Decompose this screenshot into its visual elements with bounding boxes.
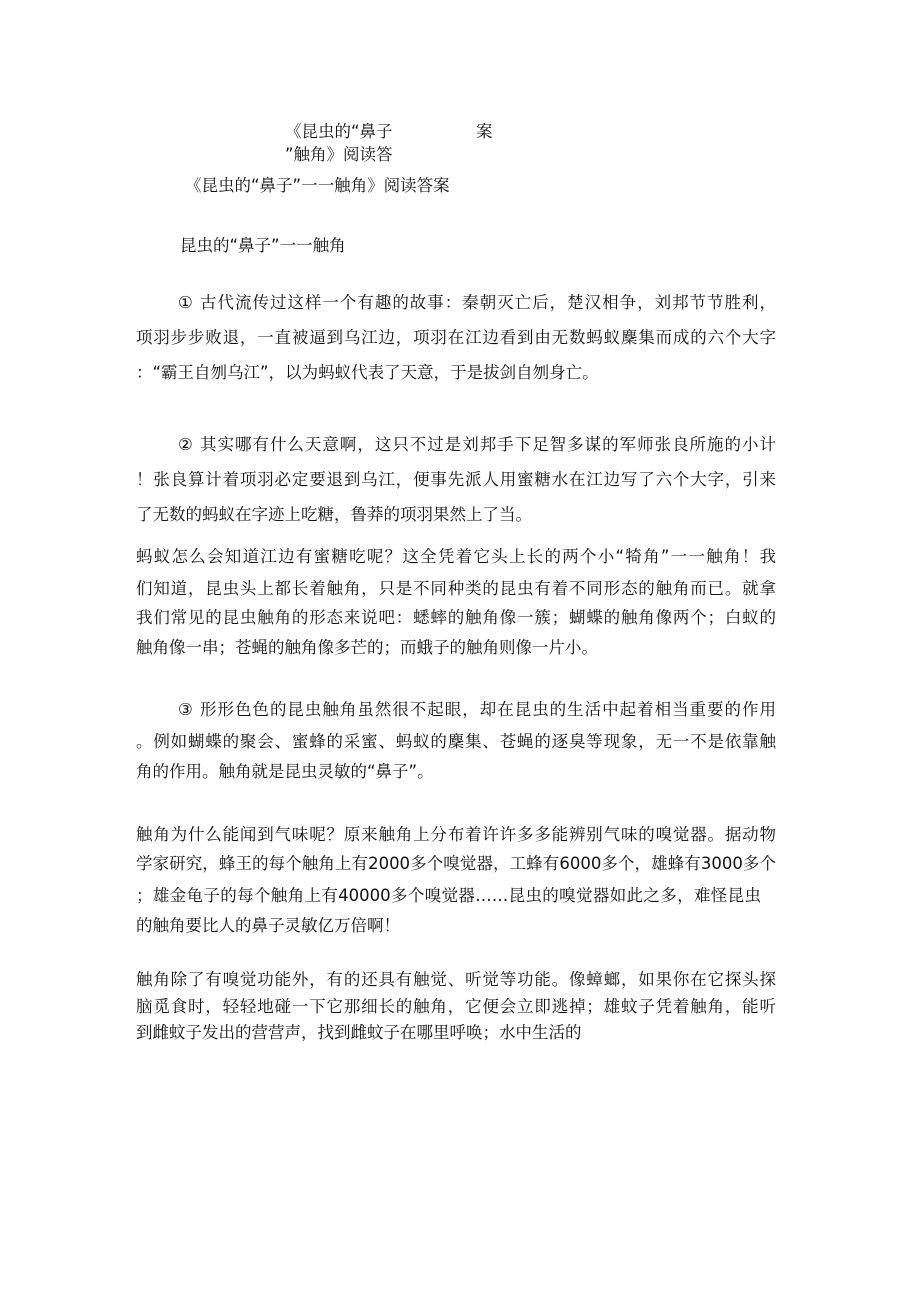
title-fragment: 案: [476, 122, 493, 141]
paragraph-line: ；雄金龟子的每个触角上有40000多个嗅觉器……昆虫的嗅觉器如此之多，难怪昆虫: [136, 886, 761, 905]
paragraph-line: 角的作用。触角就是昆虫灵敏的“鼻子”。: [136, 762, 434, 781]
paragraph-line: ！张良算计着项羽必定要退到乌江，便事先派人用蜜糖水在江边写了六个大字，引来: [136, 470, 776, 489]
paragraph-line: 项羽步步败退，一直被逼到乌江边，项羽在江边看到由无数蚂蚁麇集而成的六个大字: [136, 328, 776, 347]
paragraph-line: 们知道，昆虫头上都长着触角，只是不同种类的昆虫有着不同形态的触角而已。就拿: [136, 579, 776, 598]
paragraph-line: 的触角要比人的鼻子灵敏亿万倍啊！: [136, 916, 400, 935]
paragraph-line: ③ 形形色色的昆虫触角虽然很不起眼，却在昆虫的生活中起着相当重要的作用: [178, 700, 776, 719]
paragraph-line: ① 古代流传过这样一个有趣的故事：秦朝灭亡后，楚汉相争，刘邦节节胜利，: [178, 293, 776, 312]
document-title: 《昆虫的“鼻子”一一触角》阅读答案: [185, 176, 450, 195]
title-fragment: 《昆虫的“鼻子: [285, 122, 393, 141]
article-heading: 昆虫的“鼻子”一一触角: [180, 236, 346, 255]
title-fragment: ”触角》阅读答: [285, 145, 393, 164]
paragraph-line: 触角除了有嗅觉功能外，有的还具有触觉、听觉等功能。像蟑螂，如果你在它探头探: [136, 970, 776, 989]
paragraph-line: ：“霸王自刎乌江”，以为蚂蚁代表了天意，于是拔剑自刎身亡。: [136, 363, 599, 382]
paragraph-line: 触角为什么能闻到气味呢？原来触角上分布着许许多多能辨别气味的嗅觉器。据动物: [136, 825, 776, 844]
paragraph-line: 我们常见的昆虫触角的形态来说吧：蟋蟀的触角像一簇；蝴蝶的触角像两个；白蚁的: [136, 608, 776, 627]
paragraph-line: 脑觅食时，轻轻地碰一下它那细长的触角，它便会立即逃掉；雄蚊子凭着触角，能听: [136, 997, 776, 1016]
paragraph-line: 到雌蚊子发出的营营声，找到雌蚊子在哪里呼唤；水中生活的: [136, 1023, 582, 1042]
paragraph-line: 蚂蚁怎么会知道江边有蜜糖吃呢？这全凭着它头上长的两个小“犄角”一一触角！我: [136, 547, 776, 566]
paragraph-line: ② 其实哪有什么天意啊，这只不过是刘邦手下足智多谋的军师张良所施的小计: [178, 435, 776, 454]
paragraph-line: 学家研究，蜂王的每个触角上有2000多个嗅觉器，工蜂有6000多个，雄蜂有3000多个: [136, 854, 776, 873]
paragraph-line: 触角像一串；苍蝇的触角像多芒的；而蛾子的触角则像一片小。: [136, 638, 598, 657]
paragraph-line: 。例如蝴蝶的聚会、蜜蜂的采蜜、蚂蚁的麇集、苍蝇的逐臭等现象，无一不是依靠触: [136, 732, 776, 751]
paragraph-line: 了无数的蚂蚁在字迹上吃糖，鲁莽的项羽果然上了当。: [136, 505, 532, 524]
